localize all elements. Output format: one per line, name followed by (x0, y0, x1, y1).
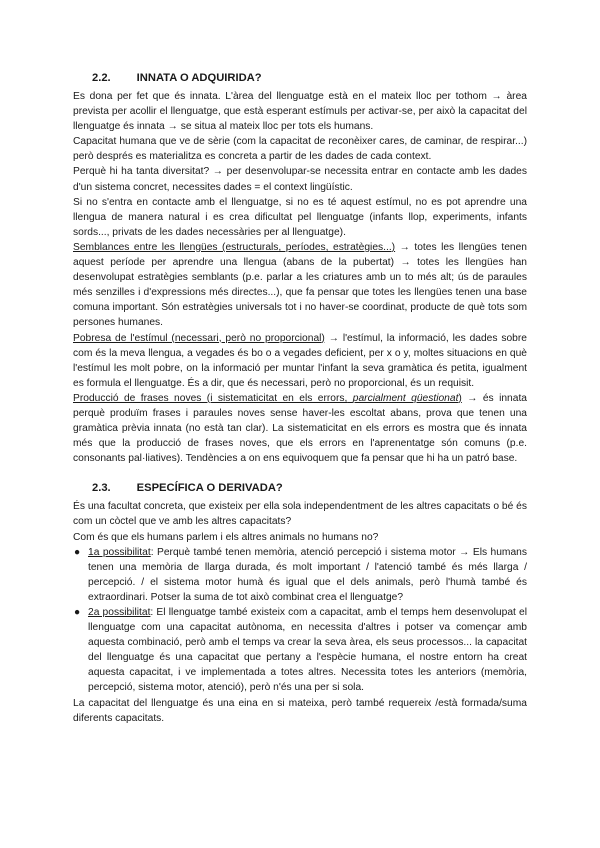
underlined-label: 2a possibilitat (88, 607, 151, 618)
paragraph-produccio: Producció de frases noves (i sistematicitat en els errors, parcialment qüestionat) → és innata perquè produïm frases i paraules noves sense haver-les escoltat abans, prova que tenen una gramàtica prèvia innata (no està tan clar). La sistematicitat en els errors es mostra que és innata més que la producció de frases noves, que els errors en l'aprenentatge són comuns (p.e. consonants pal·liatives). Tendències a on ens equivoquem que fa pensar que hi ha un patró base. (73, 392, 527, 465)
paragraph-semblances: Semblances entre les llengües (estructurals, períodes, estratègies...) → totes les llengües tenen aquest període per aprendre una llengua (abans de la pubertat) → totes les llengües han desenvolupat estratègies semblants (p.e. parlar a les criatures amb un to més alt; ús de paraules més senzilles i d'expressions més directes...), que fa pensar que totes les llengües tenen una base comuna important. Són estratègies universals tot i no haver-se coordinat, producte de què tots som persones humanes. (73, 241, 527, 329)
section-heading-especifica (92, 481, 527, 496)
bullet-icon: ● (74, 546, 81, 558)
paragraph: Si no s'entra en contacte amb el llenguatge, si no es té aquest estímul, no es pot aprendre una llengua de manera natural i es crea dificultat pel llenguatge (infants llop, experiments, infants sords..., privats de les dades necessàries per al llenguatge). (73, 196, 527, 238)
bullet-icon: ● (74, 607, 81, 618)
paragraph-pobresa: Pobresa de l'estímul (necessari, però no proporcional) → l'estímul, la informació, les dades sobre com és la meva llengua, a vegades és bo o a vegades deficient, per x o y, moltes situacions en què l'estímul les molt pobre, on la informació per muntar l'infant la seva gramàtica és petita, igualment es formula el llenguatge. És a dir, que és necessari, però no proporcional, és un requisit. (73, 332, 527, 389)
list-item: ● 1a possibilitat: Perquè també tenen memòria, atenció percepció i sistema motor → Els humans tenen una memòria de llarga durada, és molt important / l'atenció també és més llarga / percepció. / el sistema motor humà és igual que el dels animals, però l'humà també és extraordinari. Potser la suma de tot això combinat crea el llenguatge? (74, 546, 527, 603)
section-number: 2.3. (92, 482, 111, 495)
bullet-list (73, 545, 527, 696)
paragraph-closing: La capacitat del llenguatge és una eina en si mateixa, però també requereix /està formada/suma diferents capacitats. (73, 697, 527, 724)
paragraph: Perquè hi ha tanta diversitat? → per desenvolupar-se necessita entrar en contacte amb les dades d'un sistema concret, necessites dades = el context lingüístic. (73, 166, 527, 193)
paragraph: És una facultat concreta, que existeix per ella sola independentment de les altres capacitats o bé és com un còctel que ve amb les altres capacitats? (73, 501, 527, 528)
section-title: ESPECÍFICA O DERIVADA? (136, 482, 283, 495)
underlined-label: Pobresa de l'estímul (necessari, però no proporcional) (73, 332, 325, 344)
underlined-label: Semblances entre les llengües (estructurals, períodes, estratègies...) (73, 241, 396, 253)
list-item: ● 2a possibilitat: El llenguatge també existeix com a capacitat, amb el temps hem desenvolupat el llenguatge com una capacitat autònoma, en necessita d'altres i potser va començar amb aquesta combinació, però amb el temps va crear la seva àrea, els seus processos... la capacitat del llenguatge és una capacitat que pertany a l'espècie humana, el nostre entorn ha creat aquesta capacitat, i ve implementada a totes altres. Necessita totes les anteriors (memòria, percepció, sistema motor, atenció), però n'és una per si sola. (74, 607, 528, 694)
section-heading-innata (92, 71, 527, 86)
paragraph: Com és que els humans parlem i els altres animals no humans no? (73, 531, 379, 543)
section-title: INNATA O ADQUIRIDA? (136, 72, 262, 84)
paragraph: Capacitat humana que ve de sèrie (com la capacitat de reconèixer cares, de caminar, de respirar...) però després es materialitza es concreta a partir de les dades de cada context. (73, 136, 527, 163)
paragraph: Es dona per fet que és innata. L'àrea del llenguatge està en el mateix lloc per tothom → àrea prevista per acollir el llenguatge, que està esperant estímuls per activar-se, per això la capacitat del llenguatge és innata → se situa al mateix lloc per tots els humans. (73, 91, 527, 133)
underlined-label: 1a possibilitat (88, 546, 151, 558)
document-content (73, 71, 527, 726)
underlined-label: Producció de frases noves (i sistematicitat en els errors, parcialment qüestionat) (73, 392, 462, 404)
spacer (73, 466, 527, 481)
section-number: 2.2. (92, 72, 111, 84)
